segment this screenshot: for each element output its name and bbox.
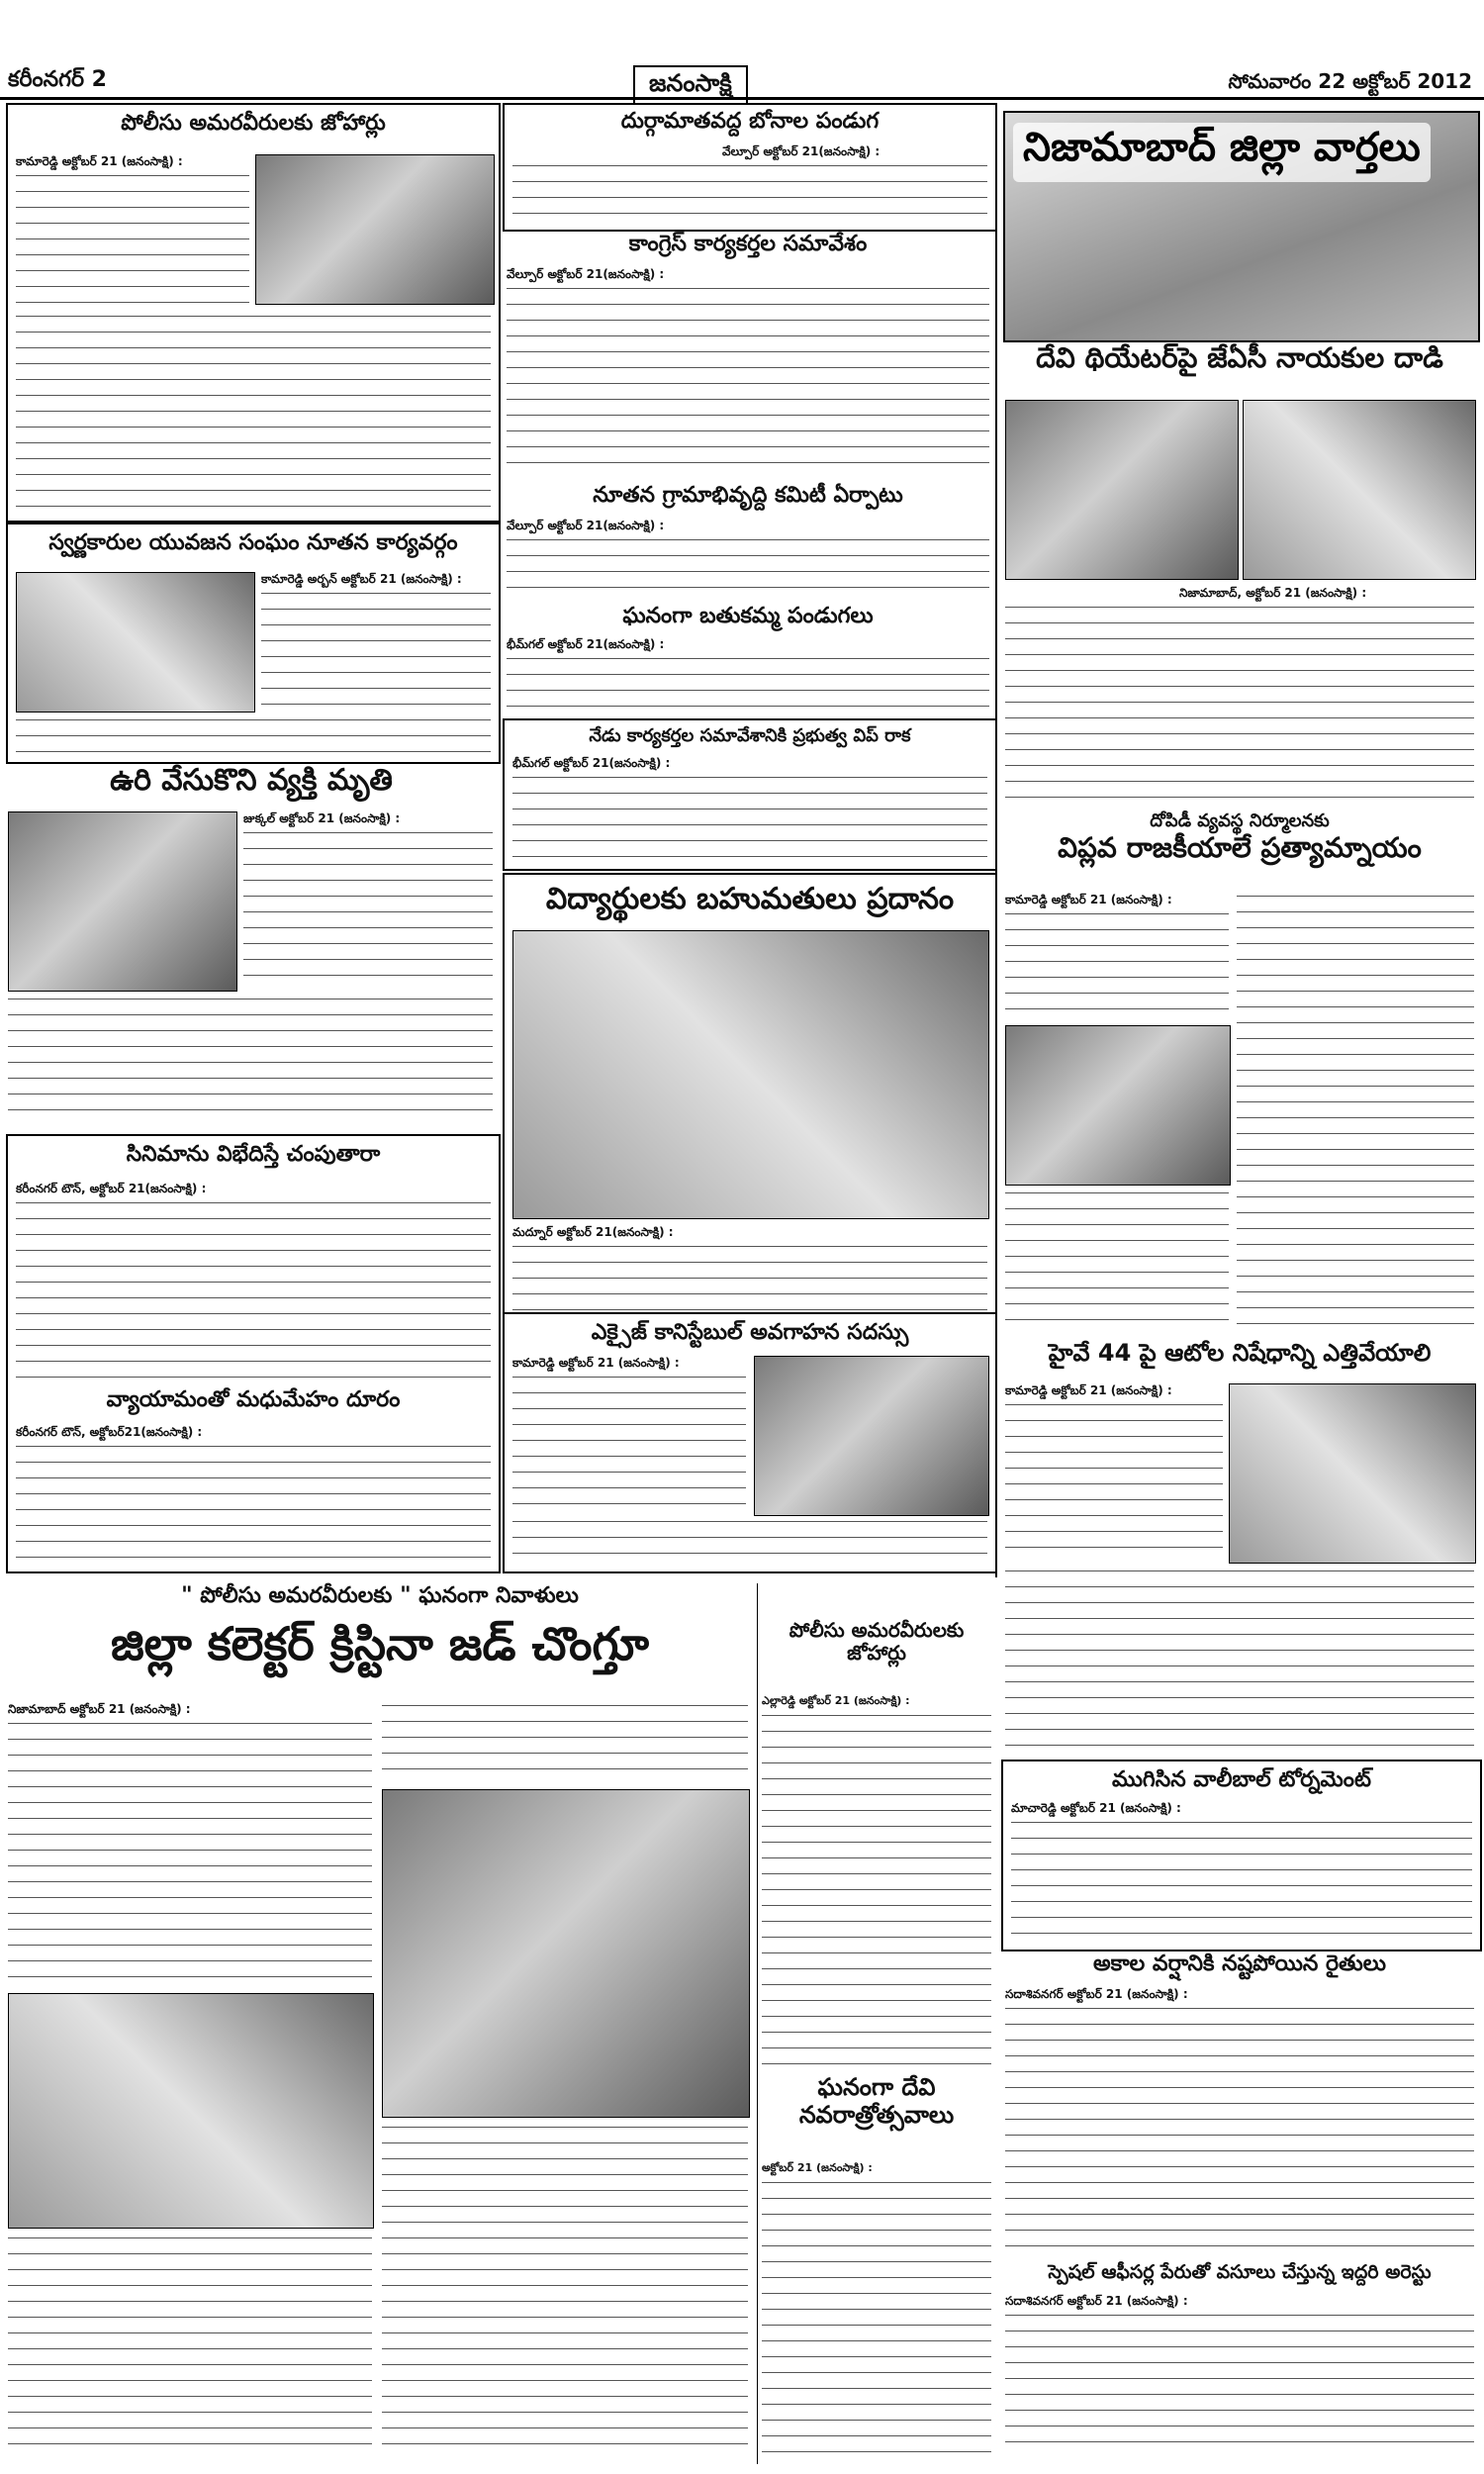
dateline: ఎల్లారెడ్డి అక్టోబర్ 21 (జనంసాక్షి) : (762, 1694, 910, 1707)
headline: స్పెషల్ ఆఫీసర్ల పేరుతో వసూలు చేస్తున్న ఇద్దరి అరెస్టు (1048, 2261, 1432, 2283)
headline: విద్యార్థులకు బహుమతులు ప్రదానం (545, 882, 955, 916)
article-body (1005, 604, 1474, 802)
story-collector-tribute (6, 1583, 754, 2464)
article-body (762, 2179, 991, 2456)
story-arrest (1001, 2262, 1478, 2460)
article-body (16, 1443, 491, 1564)
headline: నేడు కార్యకర్తల సమావేశానికి ప్రభుత్వ విప్ రాక (589, 725, 911, 746)
headline: పోలీసు అమరవీరులకు జోహార్లు (788, 1618, 965, 1665)
dateline: భీమ్‌గల్ అక్టోబర్ 21(జనంసాక్షి) : (512, 756, 671, 770)
edition-label: కరీంనగర్ 2 (8, 67, 107, 92)
photo (1243, 400, 1476, 580)
headline: స్వర్ణకారుల యువజన సంఘం నూతన కార్యవర్గం (48, 530, 458, 555)
masthead (0, 0, 1484, 100)
story-excise-awareness (503, 1312, 997, 1573)
dateline: నిజామాబాద్ అక్టోబర్ 21 (జనంసాక్షి) : (8, 1702, 191, 1716)
article-body (1005, 2005, 1474, 2252)
story-navaratri (760, 2074, 993, 2464)
article-body (507, 655, 989, 711)
article-body (507, 536, 989, 596)
column-rule (757, 1583, 758, 2464)
story-whip-visit (503, 718, 997, 871)
dateline: కామారెడ్డి అక్టోబర్ 21 (జనంసాక్షి) : (1005, 1383, 1172, 1397)
headline: విప్లవ రాజకీయాలే ప్రత్యామ్నాయం (1058, 830, 1422, 864)
article-body (8, 996, 493, 1124)
kicker: " పోలీసు అమరవీరులకు " ఘనంగా నివాళులు (181, 1583, 579, 1608)
dateline: కరీంనగర్ టౌన్, అక్టోబర్ 21(జనంసాక్షి) : (16, 1182, 207, 1195)
headline: ఘనంగా బతుకమ్మ పండుగలు (622, 604, 874, 628)
article-body (16, 313, 491, 511)
story-bathukamma (503, 604, 993, 714)
photo (16, 572, 255, 713)
article-body (1005, 1401, 1223, 1560)
story-suicide (6, 764, 497, 1130)
dateline: జుక్కల్ అక్టోబర్ 21 (జనంసాక్షి) : (243, 811, 401, 825)
article-body (512, 1518, 987, 1566)
article-body (1005, 1568, 1474, 1746)
story-untimely-rain (1001, 1951, 1478, 2258)
story-highway-autos (1001, 1340, 1478, 1756)
dateline: భీమ్‌గల్ అక్టోబర్ 21(జనంసాక్షి) : (507, 637, 665, 651)
headline: సినిమాను విభేదిస్తే చంపుతారా (126, 1142, 381, 1167)
photo (1229, 1383, 1476, 1564)
dateline: కరీంనగర్ టౌన్, అక్టోబర్21(జనంసాక్షి) : (16, 1425, 203, 1439)
photo (754, 1356, 989, 1516)
headline: అకాల వర్షానికి నష్టపోయిన రైతులు (1093, 1951, 1386, 1976)
article-body (507, 285, 989, 473)
section-banner-nizamabad (1003, 111, 1480, 342)
story-congress-meeting (503, 232, 993, 479)
article-body (382, 1702, 748, 1781)
article-body (8, 2235, 372, 2458)
photo (1005, 400, 1239, 580)
headline: ఘనంగా దేవి నవరాత్రోత్సవాలు (798, 2073, 955, 2129)
headline: జిల్లా కలెక్టర్ క్రిస్టినా జడ్ చొంగ్తూ (110, 1617, 650, 1671)
headline: పోలీసు అమరవీరులకు జోహార్లు (121, 111, 386, 136)
article-body (512, 774, 987, 863)
headline: ముగిసిన వాలీబాల్ టోర్నమెంట్ (1112, 1767, 1371, 1792)
dateline: మద్నూర్ అక్టోబర్ 21(జనంసాక్షి) : (512, 1225, 674, 1239)
article-body (1005, 2312, 1474, 2450)
photo (1005, 1025, 1231, 1186)
headline: నూతన గ్రామాభివృద్ది కమిటీ ఏర్పాటు (593, 483, 903, 508)
headline: కాంగ్రెస్ కార్యకర్తల సమావేశం (628, 232, 868, 256)
story-volleyball (1001, 1760, 1482, 1951)
article-body (1237, 893, 1474, 1328)
article-body (512, 162, 987, 224)
dateline: నిజామాబాద్, అక్టోబర్ 21 (జనంసాక్షి) : (1179, 586, 1367, 600)
dateline: సదాశివనగర్ అక్టోబర్ 21 (జనంసాక్షి) : (1005, 1987, 1188, 2001)
paper-name: జనంసాక్షి (633, 65, 748, 107)
headline: ఎక్సైజ్ కానిస్టేబుల్ అవగాహన సదస్సు (591, 1320, 909, 1345)
photo (512, 930, 989, 1219)
kicker: దోపిడీ వ్యవస్థ నిర్మూలనకు (1150, 810, 1330, 831)
headline: దుర్గామాతవద్ద బోనాల పండుగ (620, 109, 880, 134)
article-body (261, 590, 491, 709)
article-body (1005, 1189, 1229, 1328)
dateline: కామారెడ్డి అక్టోబర్ 21 (జనంసాక్షి) : (16, 154, 183, 168)
story-village-committee (503, 483, 993, 600)
headline: ఉరి వేసుకొని వ్యక్తి మృతి (110, 763, 393, 798)
article-body (762, 1712, 991, 2064)
article-body (16, 1199, 491, 1378)
article-body (382, 2124, 748, 2458)
article-body (243, 829, 493, 988)
story-cinema (6, 1134, 501, 1573)
story-revolutionary-politics (1001, 811, 1478, 1336)
photo (8, 811, 237, 992)
article-body (1011, 1819, 1472, 1944)
headline: హైవే 44 పై ఆటోల నిషేధాన్ని ఎత్తివేయాలి (1048, 1339, 1432, 1367)
section-title: నిజామాబాద్ జిల్లా వార్తలు (1013, 123, 1431, 182)
story-theatre-attack (1001, 342, 1478, 808)
dateline: వేల్పూర్ అక్టోబర్ 21(జనంసాక్షి) : (507, 267, 665, 281)
story-police-tribute-kamareddy (6, 103, 501, 523)
photo (8, 1993, 374, 2229)
article-body (1005, 910, 1229, 1019)
column-rule (995, 103, 997, 1577)
article-body (8, 1720, 372, 1987)
story-bonalu (503, 103, 997, 232)
dateline: కామారెడ్డి అర్బన్ అక్టోబర్ 21 (జనంసాక్షి) : (261, 572, 462, 586)
dateline: వేల్పూర్ అక్టోబర్ 21(జనంసాక్షి) : (722, 144, 881, 158)
story-police-tribute-yellareddy (760, 1619, 993, 2070)
headline: దేవి థియేటర్‌పై జేఏసీ నాయకుల దాడి (1036, 341, 1443, 374)
dateline: సదాశివనగర్ అక్టోబర్ 21 (జనంసాక్షి) : (1005, 2294, 1188, 2308)
photo (382, 1789, 750, 2118)
photo (255, 154, 495, 305)
issue-date: సోమవారం 22 అక్టోబర్ 2012 (1228, 69, 1472, 93)
article-body (512, 1374, 746, 1512)
dateline: మాచారెడ్డి అక్టోబర్ 21 (జనంసాక్షి) : (1011, 1801, 1181, 1815)
dateline: అక్టోబర్ 21 (జనంసాక్షి) : (762, 2161, 873, 2174)
headline: వ్యాయామంతో మధుమేహం దూరం (106, 1387, 401, 1412)
article-body (16, 172, 249, 306)
article-body (16, 716, 491, 756)
dateline: కామారెడ్డి అక్టోబర్ 21 (జనంసాక్షి) : (1005, 893, 1172, 906)
dateline: కామారెడ్డి అక్టోబర్ 21 (జనంసాక్షి) : (512, 1356, 680, 1370)
dateline: వేల్పూర్ అక్టోబర్ 21(జనంసాక్షి) : (507, 519, 665, 532)
story-goldsmith-association (6, 523, 501, 764)
